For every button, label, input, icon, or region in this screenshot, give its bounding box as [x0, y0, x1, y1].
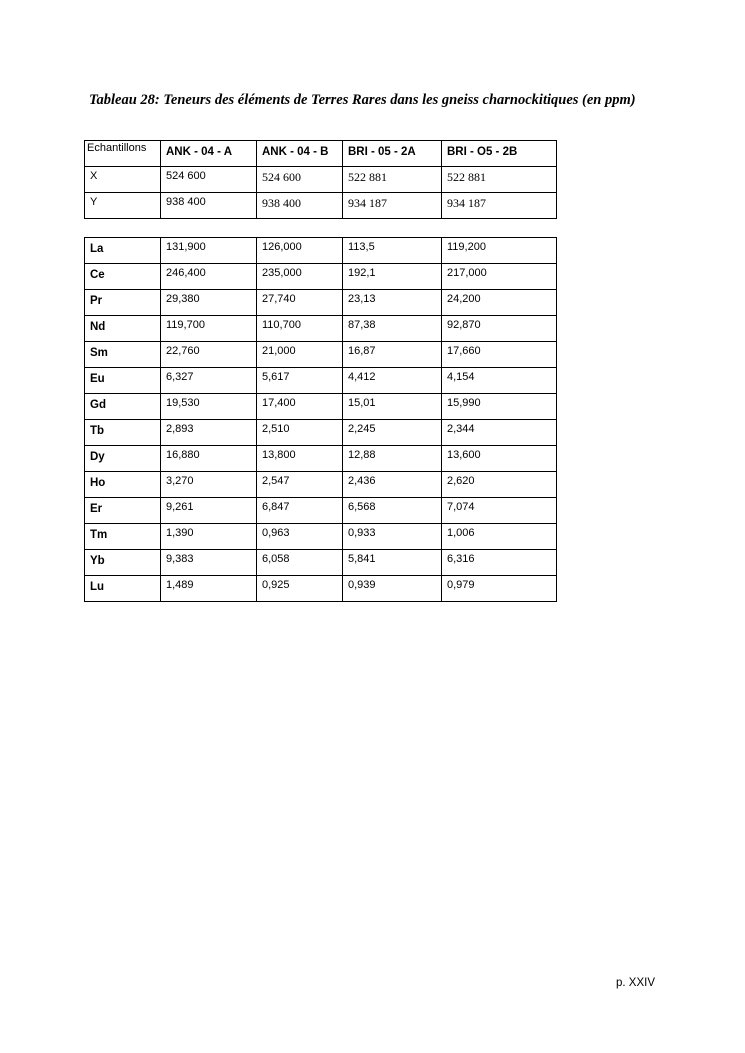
element-label-cell: Ce — [85, 264, 161, 290]
table-cell: 126,000 — [257, 238, 343, 264]
table-cell: 24,200 — [442, 290, 557, 316]
table-cell: 246,400 — [161, 264, 257, 290]
element-label-cell: Pr — [85, 290, 161, 316]
table-cell: 1,489 — [161, 576, 257, 602]
table-cell: 7,074 — [442, 498, 557, 524]
table-row — [85, 316, 557, 342]
table-cell: 22,760 — [161, 342, 257, 368]
element-label-cell: Ho — [85, 472, 161, 498]
element-label-cell: Tb — [85, 420, 161, 446]
table-cell: 1,390 — [161, 524, 257, 550]
table-row — [85, 238, 557, 264]
table-cell: 6,058 — [257, 550, 343, 576]
table-cell: 192,1 — [343, 264, 442, 290]
element-label-cell: Lu — [85, 576, 161, 602]
table-cell: 119,700 — [161, 316, 257, 342]
table-cell: 92,870 — [442, 316, 557, 342]
header-cell: ANK - 04 - B — [257, 141, 343, 167]
table-row — [85, 524, 557, 550]
element-label-cell: Nd — [85, 316, 161, 342]
header-cell: ANK - 04 - A — [161, 141, 257, 167]
table-cell: 87,38 — [343, 316, 442, 342]
table-cell: 15,990 — [442, 394, 557, 420]
table-cell: 2,893 — [161, 420, 257, 446]
table-cell: 13,800 — [257, 446, 343, 472]
table-cell: 522 881 — [343, 167, 442, 193]
table-header-row — [85, 141, 557, 167]
table-cell: 29,380 — [161, 290, 257, 316]
table-cell: 27,740 — [257, 290, 343, 316]
table-row — [85, 290, 557, 316]
table-cell: 2,510 — [257, 420, 343, 446]
element-label-cell: Eu — [85, 368, 161, 394]
table-cell: 17,400 — [257, 394, 343, 420]
table-cell: 217,000 — [442, 264, 557, 290]
element-label-cell: Dy — [85, 446, 161, 472]
element-label-cell: Sm — [85, 342, 161, 368]
table-cell: 235,000 — [257, 264, 343, 290]
table-cell: 23,13 — [343, 290, 442, 316]
table-row — [85, 420, 557, 446]
element-label-cell: Tm — [85, 524, 161, 550]
table-cell: 4,412 — [343, 368, 442, 394]
table-cell: 2,245 — [343, 420, 442, 446]
table-cell: 0,979 — [442, 576, 557, 602]
table-caption: Tableau 28: Teneurs des éléments de Terres Rares dans les gneiss charnockitiques (en ppm) — [89, 92, 636, 108]
row-label-cell: Y — [85, 193, 161, 219]
table-cell: 17,660 — [442, 342, 557, 368]
table-cell: 6,316 — [442, 550, 557, 576]
table-cell: 934 187 — [343, 193, 442, 219]
page-number: p. XXIV — [616, 977, 655, 989]
ree-table-body — [85, 238, 557, 602]
table-row — [85, 394, 557, 420]
table-cell: 1,006 — [442, 524, 557, 550]
table-row — [85, 472, 557, 498]
table-row — [85, 550, 557, 576]
table-cell: 6,568 — [343, 498, 442, 524]
table-row — [85, 264, 557, 290]
table-cell: 15,01 — [343, 394, 442, 420]
table-cell: 19,530 — [161, 394, 257, 420]
element-label-cell: Gd — [85, 394, 161, 420]
table-cell: 2,436 — [343, 472, 442, 498]
row-label-cell: X — [85, 167, 161, 193]
table-row — [85, 167, 557, 193]
table-cell: 2,344 — [442, 420, 557, 446]
table-row — [85, 576, 557, 602]
table-cell: 3,270 — [161, 472, 257, 498]
header-cell: Echantillons — [85, 141, 161, 167]
element-label-cell: Yb — [85, 550, 161, 576]
table-cell: 119,200 — [442, 238, 557, 264]
table-cell: 9,383 — [161, 550, 257, 576]
table-cell: 4,154 — [442, 368, 557, 394]
rare-earth-elements-table — [84, 237, 557, 602]
table-cell: 131,900 — [161, 238, 257, 264]
table-cell: 0,925 — [257, 576, 343, 602]
table-cell: 113,5 — [343, 238, 442, 264]
table-cell: 2,620 — [442, 472, 557, 498]
table-cell: 110,700 — [257, 316, 343, 342]
header-cell: BRI - O5 - 2B — [442, 141, 557, 167]
table-cell: 16,87 — [343, 342, 442, 368]
header-cell: BRI - 05 - 2A — [343, 141, 442, 167]
table-cell: 13,600 — [442, 446, 557, 472]
element-label-cell: La — [85, 238, 161, 264]
table-cell: 0,963 — [257, 524, 343, 550]
table-cell: 0,939 — [343, 576, 442, 602]
table-cell: 16,880 — [161, 446, 257, 472]
table-cell: 522 881 — [442, 167, 557, 193]
table-cell: 6,327 — [161, 368, 257, 394]
table-cell: 934 187 — [442, 193, 557, 219]
table-cell: 12,88 — [343, 446, 442, 472]
table-cell: 9,261 — [161, 498, 257, 524]
table-cell: 2,547 — [257, 472, 343, 498]
table-cell: 524 600 — [257, 167, 343, 193]
table-cell: 938 400 — [161, 193, 257, 219]
table-row — [85, 498, 557, 524]
table-cell: 0,933 — [343, 524, 442, 550]
table-row — [85, 368, 557, 394]
table-row — [85, 446, 557, 472]
element-label-cell: Er — [85, 498, 161, 524]
table-cell: 6,847 — [257, 498, 343, 524]
table-cell: 21,000 — [257, 342, 343, 368]
table-cell: 5,841 — [343, 550, 442, 576]
table-row — [85, 193, 557, 219]
table-row — [85, 342, 557, 368]
table-cell: 5,617 — [257, 368, 343, 394]
table-cell: 938 400 — [257, 193, 343, 219]
sample-coordinates-table — [84, 140, 557, 219]
table-cell: 524 600 — [161, 167, 257, 193]
